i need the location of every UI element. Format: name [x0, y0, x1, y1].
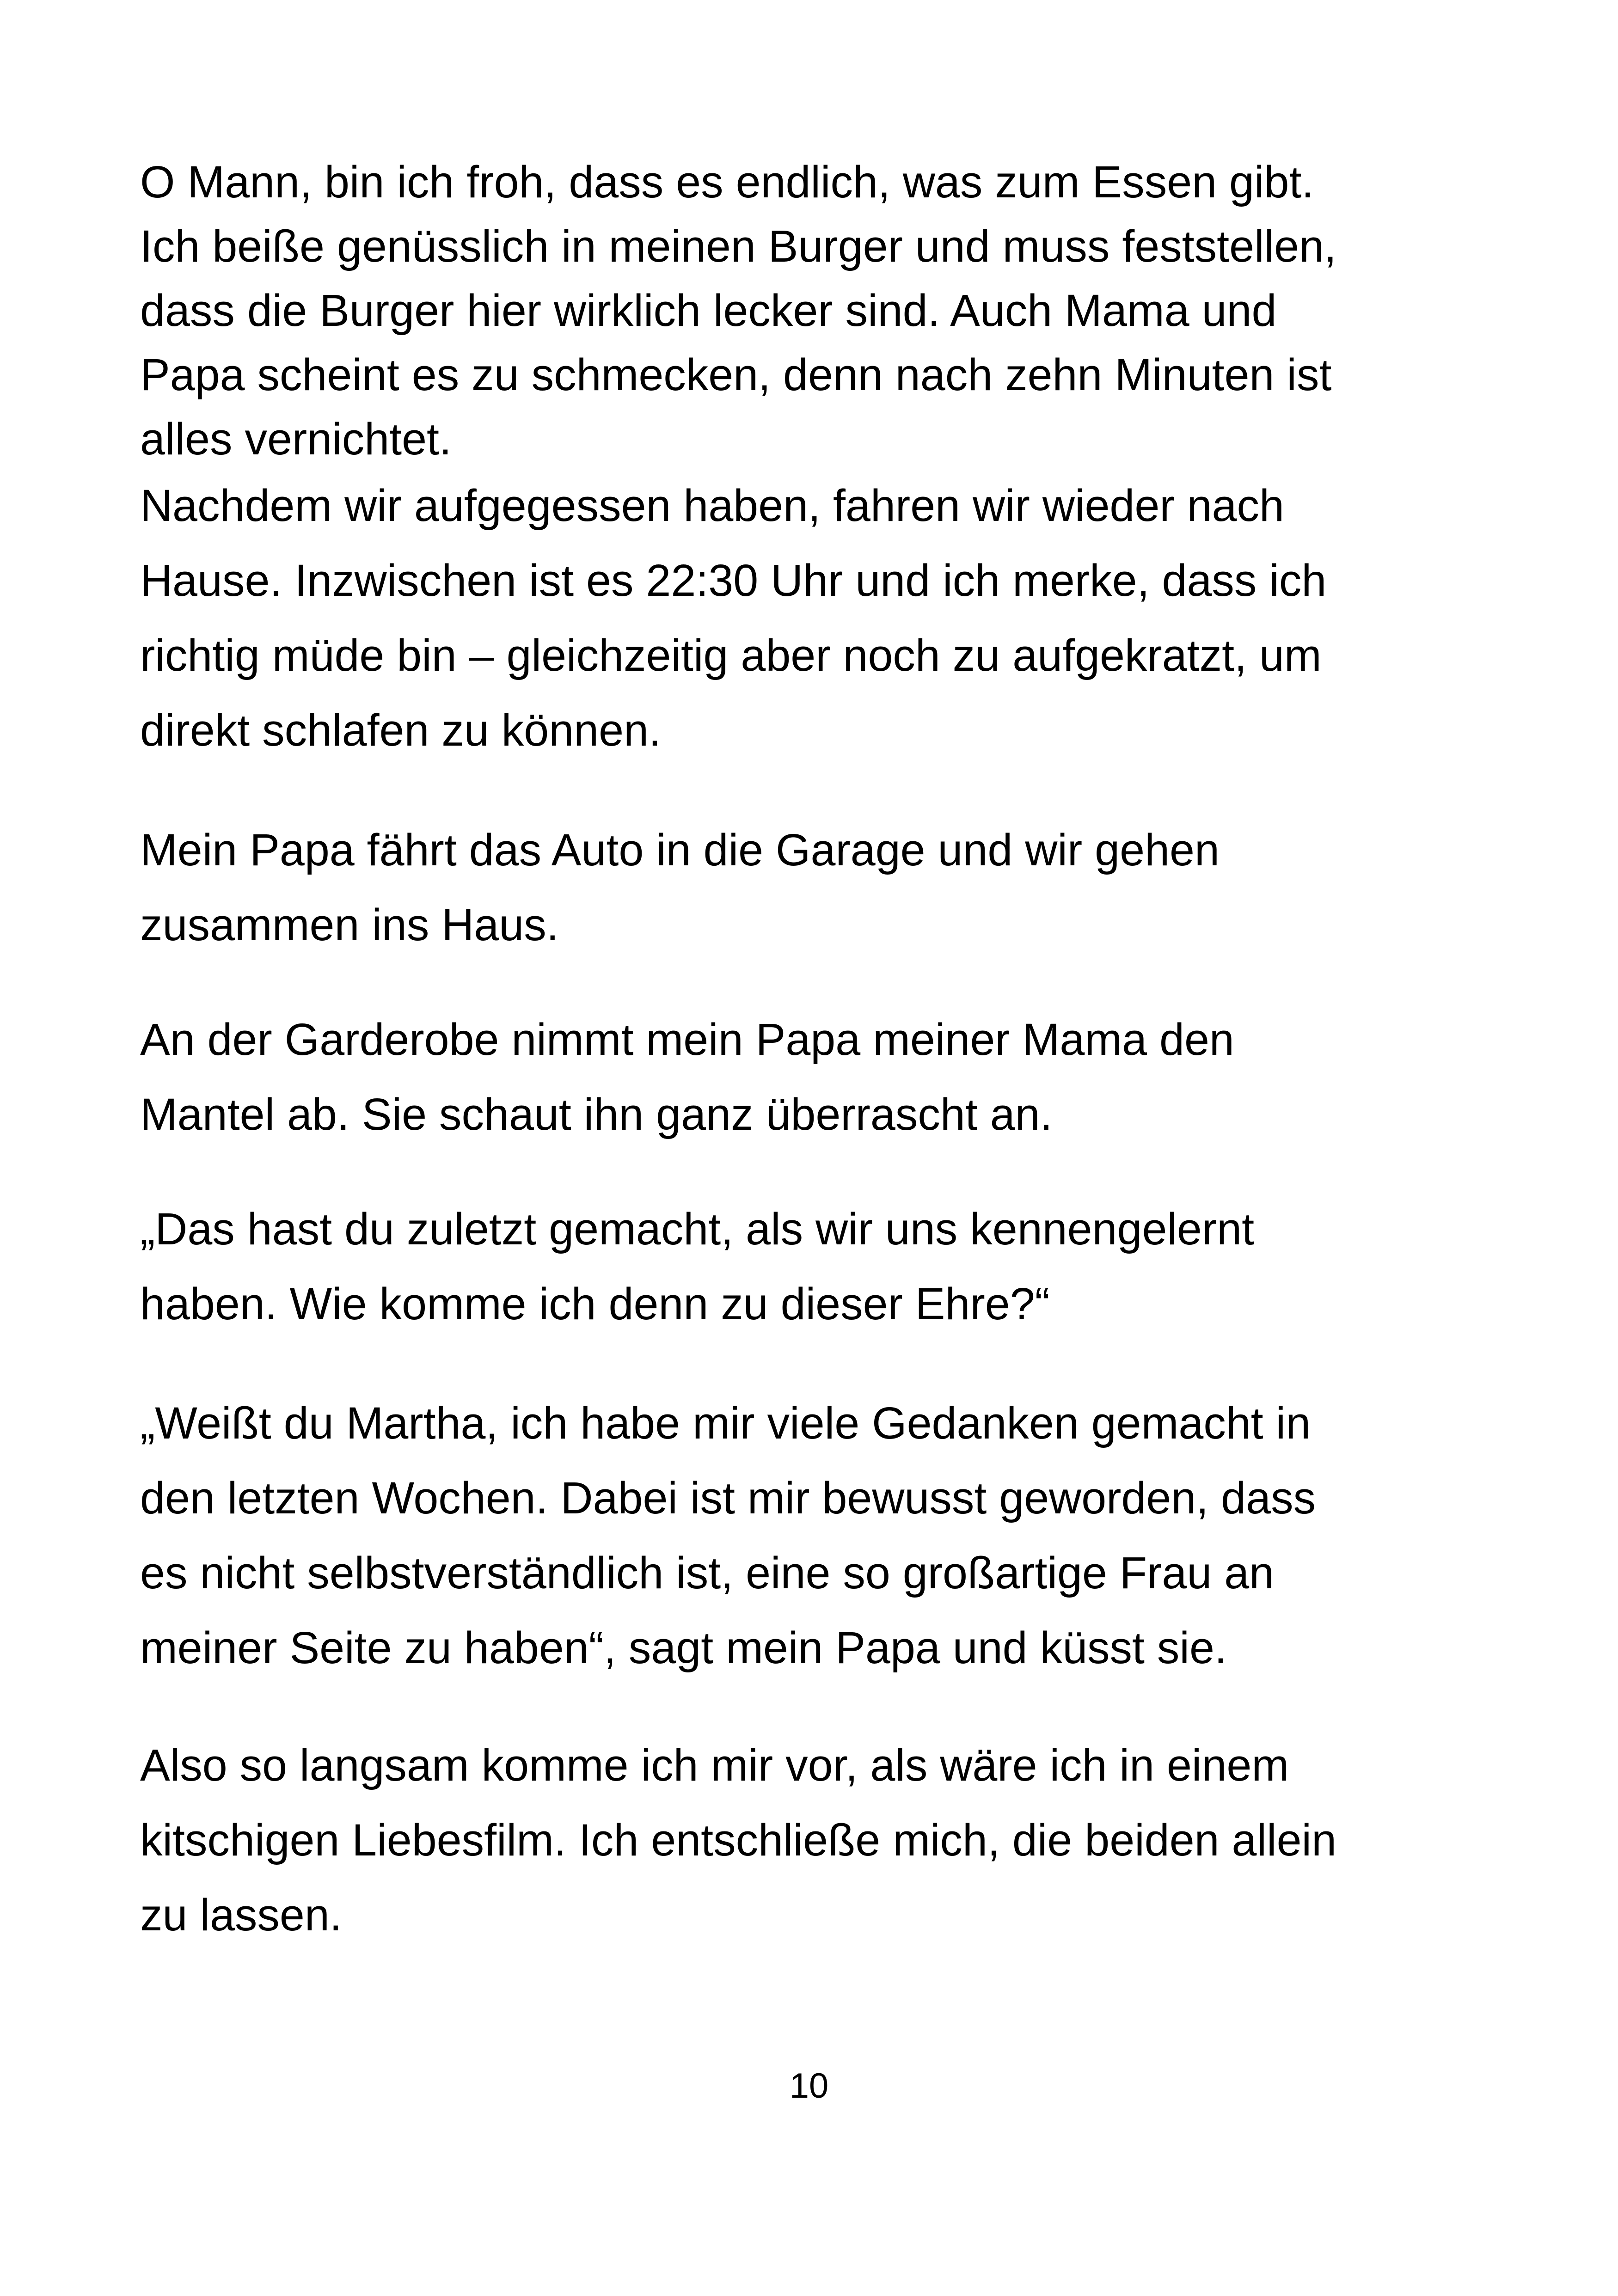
paragraph-4	[140, 1014, 1508, 1139]
text-line: dass die Burger hier wirklich lecker sind. Auch Mama und	[140, 285, 1277, 336]
text-line: Ich beiße genüsslich in meinen Burger und muss feststellen,	[140, 221, 1337, 271]
text-line: haben. Wie komme ich denn zu dieser Ehre?“	[140, 1279, 1050, 1329]
text-line: es nicht selbstverständlich ist, eine so großartige Frau an	[140, 1548, 1275, 1598]
paragraph-5	[140, 1204, 1508, 1329]
paragraph-2	[140, 480, 1508, 755]
text-line: zusammen ins Haus.	[140, 900, 559, 950]
text-line: An der Garderobe nimmt mein Papa meiner Mama den	[140, 1014, 1234, 1065]
text-line: O Mann, bin ich froh, dass es endlich, was zum Essen gibt.	[140, 157, 1314, 207]
text-line: den letzten Wochen. Dabei ist mir bewusst geworden, dass	[140, 1473, 1316, 1523]
paragraph-1	[140, 157, 1508, 464]
text-line: kitschigen Liebesfilm. Ich entschließe mich, die beiden allein	[140, 1815, 1337, 1865]
text-line: Papa scheint es zu schmecken, denn nach zehn Minuten ist	[140, 349, 1332, 400]
text-line: Mein Papa fährt das Auto in die Garage und wir gehen	[140, 825, 1220, 875]
text-line: Nachdem wir aufgegessen haben, fahren wir wieder nach	[140, 480, 1284, 531]
paragraph-3	[140, 825, 1508, 950]
paragraph-7	[140, 1740, 1508, 1940]
text-line: richtig müde bin – gleichzeitig aber noch zu aufgekratzt, um	[140, 630, 1322, 680]
paragraph-6	[140, 1398, 1508, 1673]
text-line: alles vernichtet.	[140, 414, 452, 464]
text-line: Also so langsam komme ich mir vor, als wäre ich in einem	[140, 1740, 1289, 1790]
text-line: meiner Seite zu haben“, sagt mein Papa und küsst sie.	[140, 1623, 1227, 1673]
text-line: „Das hast du zuletzt gemacht, als wir uns kennengelernt	[140, 1204, 1255, 1254]
text-line: Hause. Inzwischen ist es 22:30 Uhr und ich merke, dass ich	[140, 555, 1327, 606]
text-line: „Weißt du Martha, ich habe mir viele Gedanken gemacht in	[140, 1398, 1311, 1448]
text-line: Mantel ab. Sie schaut ihn ganz überrascht an.	[140, 1089, 1053, 1139]
text-line: direkt schlafen zu können.	[140, 705, 661, 755]
text-line: zu lassen.	[140, 1890, 342, 1940]
page-number: 10	[789, 2066, 829, 2106]
